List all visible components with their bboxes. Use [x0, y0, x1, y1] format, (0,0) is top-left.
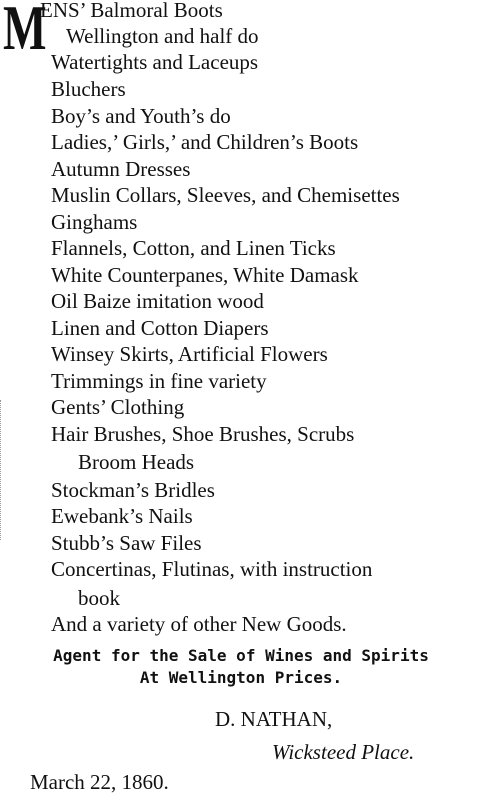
item-line: Flannels, Cotton, and Linen Ticks	[51, 236, 336, 260]
item-line: Winsey Skirts, Artificial Flowers	[51, 342, 328, 366]
item-line: Muslin Collars, Sleeves, and Chemisettes	[51, 183, 400, 207]
item-line: Ladies,’ Girls,’ and Children’s Boots	[51, 130, 359, 154]
item-line: And a variety of other New Goods.	[51, 612, 347, 636]
item-line: Autumn Dresses	[51, 157, 191, 181]
item-line: Wellington and half do	[66, 24, 259, 48]
item-line: Stubb’s Saw Files	[51, 531, 202, 555]
item-line: Boy’s and Youth’s do	[51, 104, 231, 128]
merchant-name: D. NATHAN,	[215, 707, 333, 731]
item-line: Broom Heads	[78, 450, 195, 474]
item-line: book	[78, 586, 120, 610]
item-line: White Counterpanes, White Damask	[51, 263, 359, 287]
item-line: ENS’ Balmoral Boots	[40, 0, 223, 22]
item-line: Watertights and Laceups	[51, 50, 259, 74]
item-line: Oil Baize imitation wood	[51, 289, 264, 313]
item-line: Ginghams	[51, 210, 138, 234]
item-line: Trimmings in fine variety	[51, 369, 267, 393]
item-line: Bluchers	[51, 77, 126, 101]
agent-line-1: Agent for the Sale of Wines and Spirits	[53, 646, 429, 665]
item-line: Ewebank’s Nails	[51, 504, 193, 528]
margin-speckle	[0, 400, 2, 540]
agent-line-2: At Wellington Prices.	[139, 668, 343, 687]
item-line: Hair Brushes, Shoe Brushes, Scrubs	[51, 422, 355, 446]
merchant-address: Wicksteed Place.	[272, 740, 415, 764]
item-line: Linen and Cotton Diapers	[51, 316, 269, 340]
date: March 22, 1860.	[30, 770, 169, 794]
item-line: Concertinas, Flutinas, with instruction	[51, 557, 373, 581]
drop-cap: M	[3, 0, 46, 63]
item-line: Gents’ Clothing	[51, 395, 185, 419]
item-line: Stockman’s Bridles	[51, 478, 215, 502]
